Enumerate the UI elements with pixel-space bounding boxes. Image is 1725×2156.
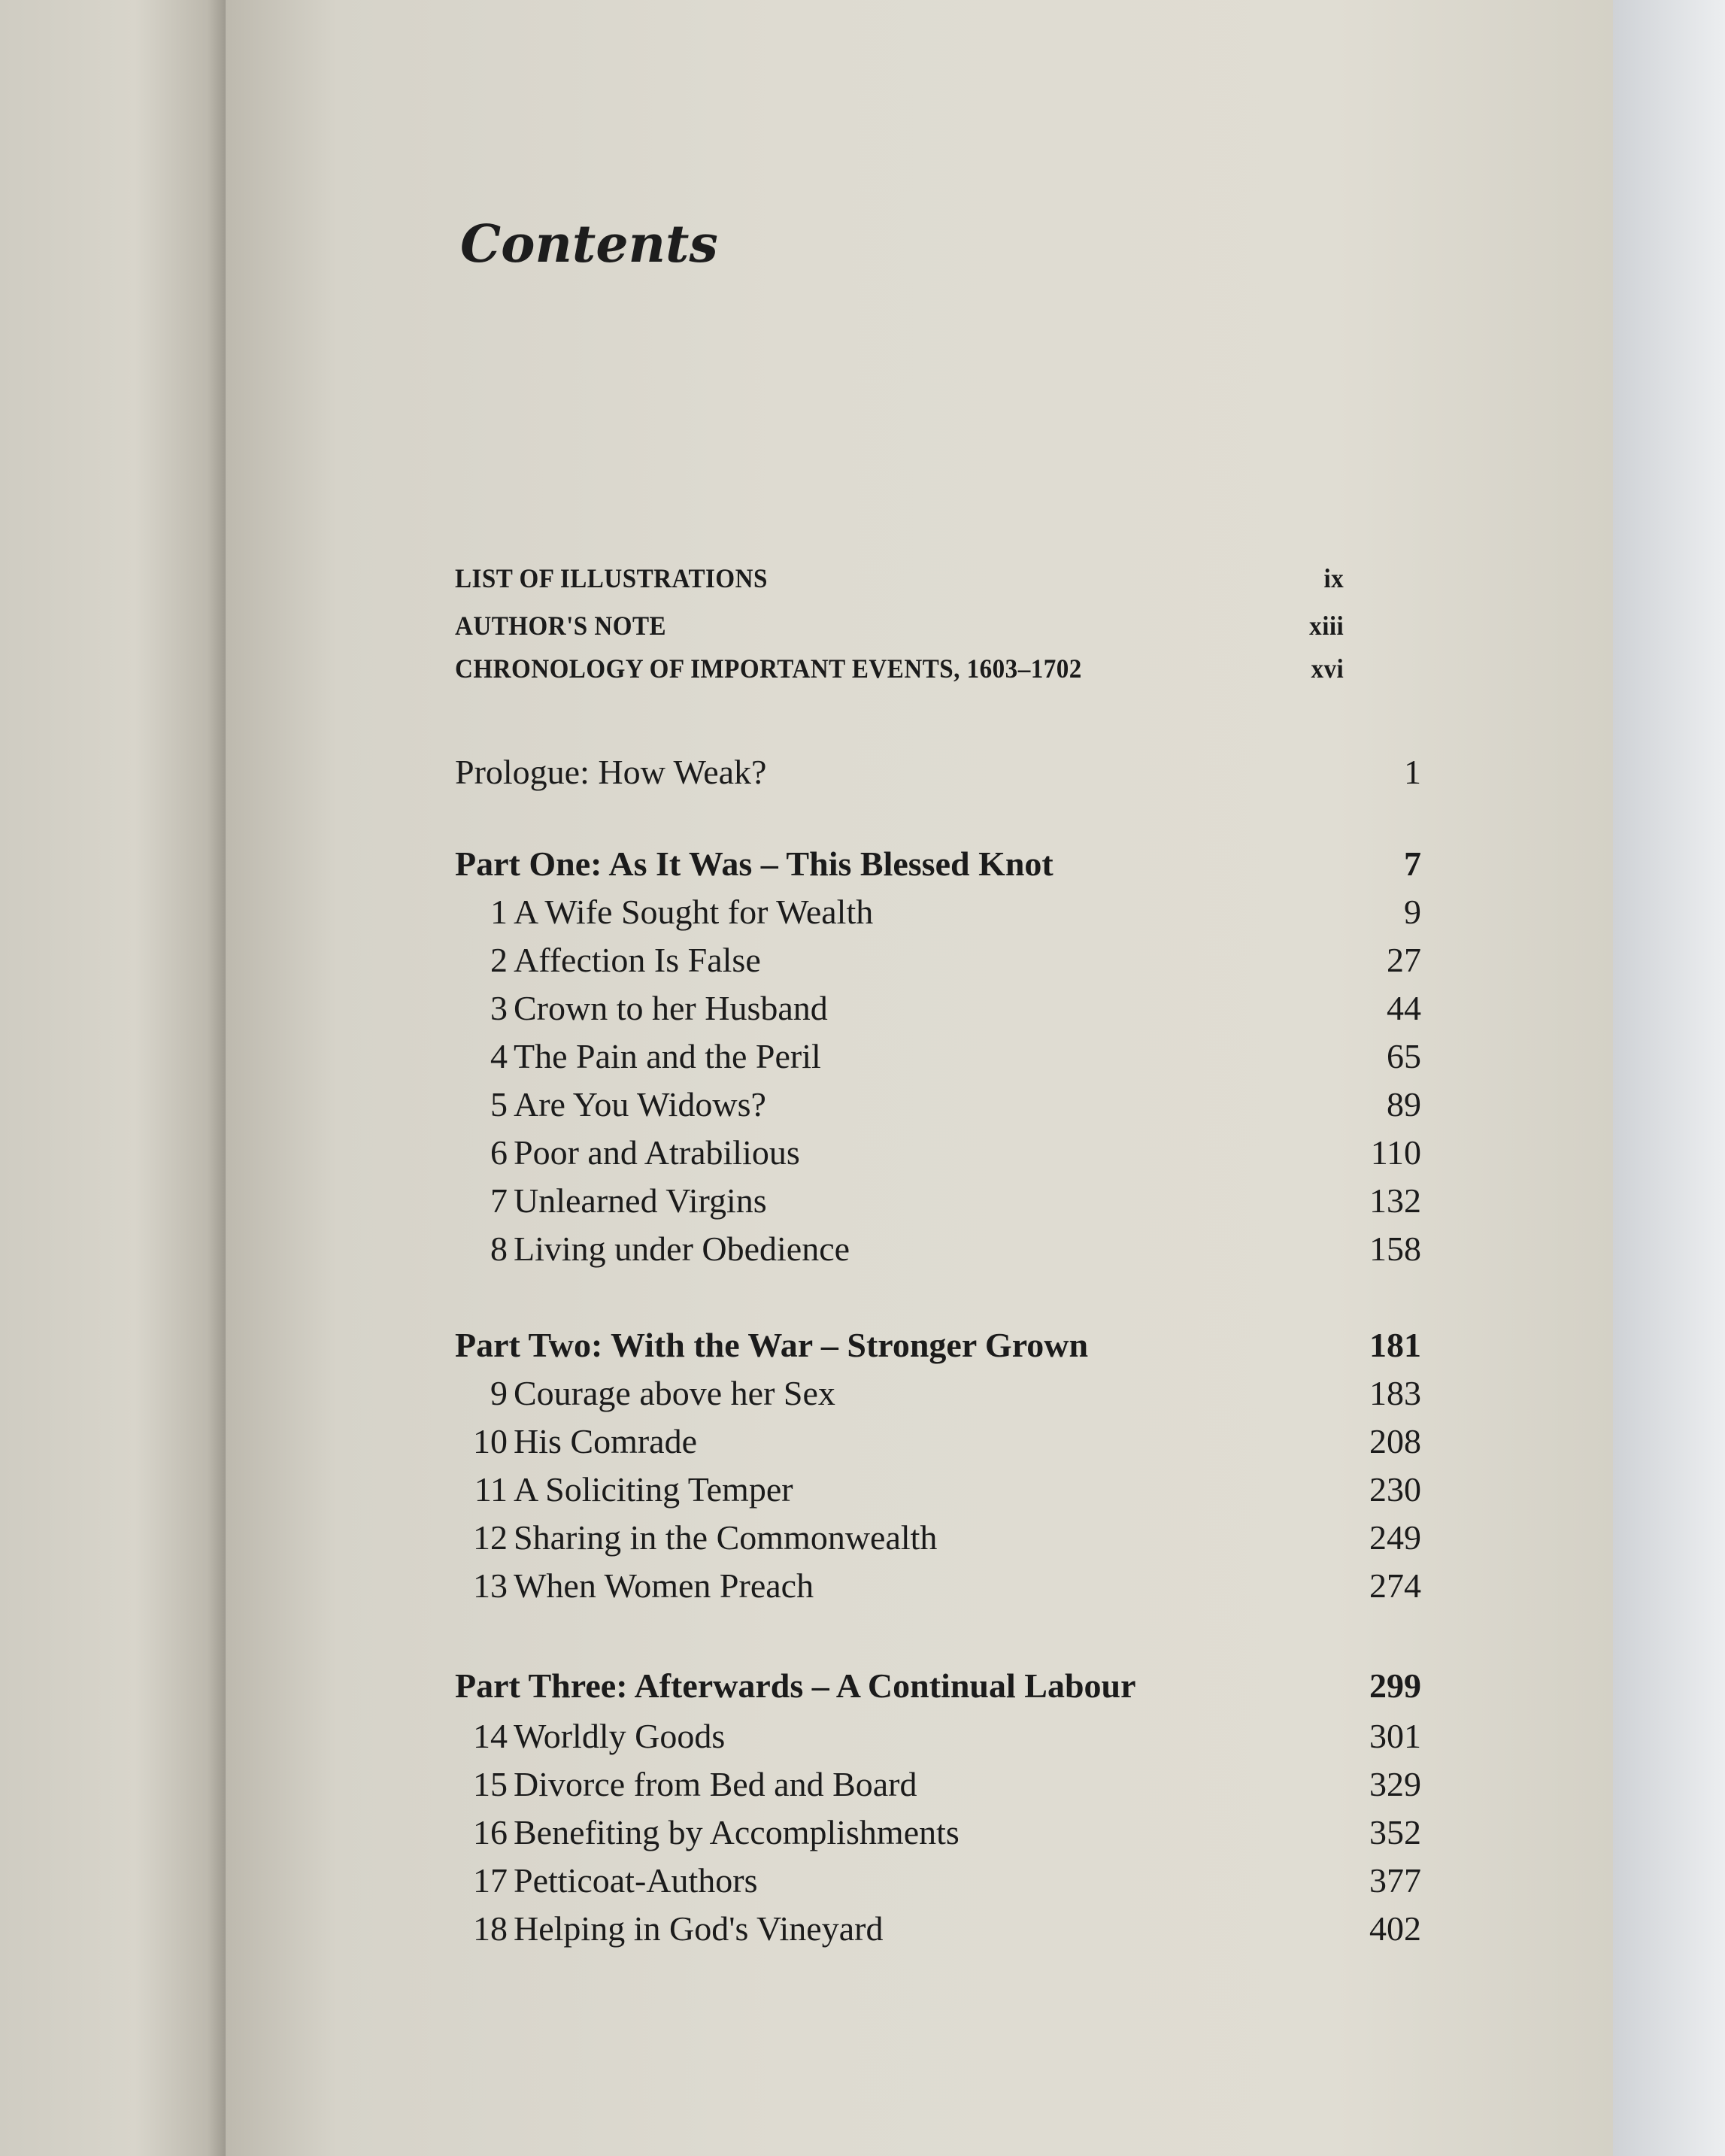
- chapter-entry: [455, 1421, 1421, 1461]
- entry-title: [455, 1909, 883, 1948]
- page-number: 329: [1369, 1765, 1421, 1803]
- part-heading: [455, 1666, 1421, 1706]
- part-heading: [455, 844, 1421, 884]
- chapter-title: Are You Widows?: [514, 1085, 766, 1123]
- chapter-entry: [455, 1764, 1421, 1804]
- page-number: 89: [1387, 1085, 1421, 1123]
- chapter-entry: [455, 1036, 1421, 1076]
- entry-title: [455, 1716, 725, 1756]
- chapter-number: 18: [473, 1909, 508, 1948]
- chapter-number: 7: [490, 1181, 508, 1220]
- chapter-number: 8: [490, 1230, 508, 1268]
- page-number: 299: [1369, 1666, 1421, 1705]
- entry-title: Prologue: How Weak?: [455, 753, 767, 791]
- chapter-entry: [455, 1133, 1421, 1172]
- page-number: 352: [1369, 1813, 1421, 1851]
- chapter-number: 6: [490, 1133, 508, 1172]
- chapter-entry: [455, 1860, 1421, 1900]
- chapter-entry: [455, 1084, 1421, 1124]
- chapter-title: Sharing in the Commonwealth: [514, 1518, 938, 1557]
- page-number: 7: [1404, 845, 1421, 883]
- chapter-number: 4: [490, 1037, 508, 1075]
- chapter-title: A Wife Sought for Wealth: [514, 893, 874, 931]
- chapter-number: 2: [490, 941, 508, 979]
- prologue-entry: [455, 752, 1421, 792]
- page-number: 132: [1369, 1181, 1421, 1220]
- entry-title: [455, 1373, 835, 1413]
- page-number: 301: [1369, 1717, 1421, 1755]
- page-number: 377: [1369, 1861, 1421, 1900]
- chapter-title: Crown to her Husband: [514, 989, 828, 1027]
- entry-title: [455, 1036, 821, 1076]
- page-number: 1: [1404, 753, 1421, 791]
- chapter-entry: [455, 1229, 1421, 1269]
- chapter-title: Affection Is False: [514, 941, 761, 979]
- chapter-title: Unlearned Virgins: [514, 1181, 767, 1220]
- entry-title: [455, 1518, 937, 1557]
- entry-title: Part Three: Afterwards – A Continual Labour: [455, 1666, 1136, 1705]
- entry-title: [455, 1421, 697, 1461]
- chapter-number: 17: [473, 1861, 508, 1900]
- chapter-title: Benefiting by Accomplishments: [514, 1813, 960, 1851]
- chapter-title: A Soliciting Temper: [514, 1470, 793, 1509]
- page-number: 110: [1370, 1133, 1421, 1172]
- chapter-number: 5: [490, 1085, 508, 1123]
- entry-title: [455, 1084, 766, 1124]
- entry-title: [455, 1181, 767, 1221]
- page-number: 183: [1369, 1374, 1421, 1412]
- entry-title: [455, 1133, 800, 1172]
- entry-title: [455, 1566, 814, 1606]
- entry-title: CHRONOLOGY OF IMPORTANT EVENTS, 1603–1702: [455, 653, 1082, 684]
- chapter-entry: [455, 988, 1421, 1028]
- chapter-title: Divorce from Bed and Board: [514, 1765, 917, 1803]
- background: [1613, 0, 1725, 2156]
- page-number: ix: [1323, 563, 1345, 593]
- entry-title: [455, 1764, 917, 1804]
- entry-title: Part Two: With the War – Stronger Grown: [455, 1326, 1089, 1364]
- entry-title: Part One: As It Was – This Blessed Knot: [455, 845, 1053, 883]
- chapter-number: 1: [490, 893, 508, 931]
- chapter-title: Petticoat-Authors: [514, 1861, 758, 1900]
- chapter-number: 13: [473, 1566, 508, 1605]
- chapter-title: Courage above her Sex: [514, 1374, 835, 1412]
- page-title: Contents: [460, 214, 718, 274]
- entry-title: [455, 1469, 793, 1509]
- part-heading: [455, 1325, 1421, 1365]
- entry-title: [455, 988, 828, 1028]
- chapter-number: 9: [490, 1374, 508, 1412]
- entry-title: [455, 1860, 758, 1900]
- chapter-entry: [455, 1373, 1421, 1413]
- page-number: 158: [1369, 1230, 1421, 1268]
- entry-title: [455, 1229, 850, 1269]
- chapter-entry: [455, 1812, 1421, 1852]
- page-number: 181: [1369, 1326, 1421, 1364]
- chapter-title: Living under Obedience: [514, 1230, 850, 1268]
- chapter-number: 14: [473, 1717, 508, 1755]
- page-number: 208: [1369, 1422, 1421, 1460]
- chapter-number: 10: [473, 1422, 508, 1460]
- entry-title: [455, 1812, 960, 1852]
- front-matter-entry: [455, 653, 1344, 684]
- chapter-title: His Comrade: [514, 1422, 698, 1460]
- page-number: 274: [1369, 1566, 1421, 1605]
- chapter-entry: [455, 1716, 1421, 1756]
- chapter-number: 12: [473, 1518, 508, 1557]
- chapter-title: Poor and Atrabilious: [514, 1133, 800, 1172]
- chapter-number: 16: [473, 1813, 508, 1851]
- page-number: 9: [1404, 893, 1421, 931]
- page-number: 44: [1387, 989, 1421, 1027]
- page-number: 65: [1387, 1037, 1421, 1075]
- chapter-entry: [455, 1181, 1421, 1221]
- page-number: xiii: [1309, 611, 1345, 641]
- chapter-entry: [455, 940, 1421, 980]
- page-number: 27: [1387, 941, 1421, 979]
- page-number: 230: [1369, 1470, 1421, 1509]
- chapter-entry: [455, 1566, 1421, 1606]
- entry-title: AUTHOR'S NOTE: [455, 611, 667, 641]
- front-matter-entry: [455, 610, 1344, 641]
- page-number: xvi: [1311, 653, 1345, 684]
- page-number: 402: [1369, 1909, 1421, 1948]
- facing-page: [0, 0, 226, 2156]
- chapter-title: Worldly Goods: [514, 1717, 726, 1755]
- chapter-title: When Women Preach: [514, 1566, 814, 1605]
- chapter-entry: [455, 1518, 1421, 1557]
- front-matter-entry: [455, 563, 1344, 594]
- chapter-title: Helping in God's Vineyard: [514, 1909, 884, 1948]
- chapter-title: The Pain and the Peril: [514, 1037, 821, 1075]
- chapter-number: 11: [474, 1470, 508, 1509]
- chapter-entry: [455, 1909, 1421, 1948]
- chapter-entry: [455, 892, 1421, 932]
- page-number: 249: [1369, 1518, 1421, 1557]
- entry-title: [455, 940, 761, 980]
- chapter-entry: [455, 1469, 1421, 1509]
- entry-title: [455, 892, 873, 932]
- chapter-number: 3: [490, 989, 508, 1027]
- chapter-number: 15: [473, 1765, 508, 1803]
- entry-title: LIST OF ILLUSTRATIONS: [455, 563, 768, 593]
